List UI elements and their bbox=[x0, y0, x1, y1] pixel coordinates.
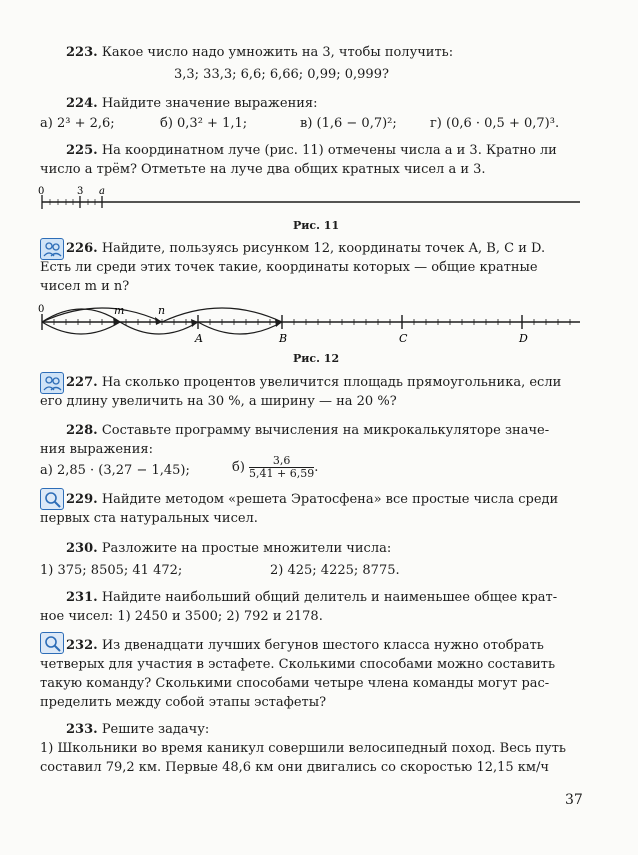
problem-226: 226. Найдите, пользуясь рисунком 12, координаты точек A, B, C и D. bbox=[66, 241, 546, 256]
search-icon bbox=[40, 632, 64, 654]
problem-226-line2: Есть ли среди этих точек такие, координаты которых — общие кратные bbox=[40, 260, 538, 275]
problem-233-line1: 1) Школьники во время каникул совершили велосипедный поход. Весь путь bbox=[40, 741, 566, 756]
problem-225: 225. На координатном луче (рис. 11) отмечены числа a и 3. Кратно ли bbox=[66, 143, 557, 158]
problem-224: 224. Найдите значение выражения: bbox=[66, 96, 318, 111]
problem-233-line2: составил 79,2 км. Первые 48,6 км они двигались со скоростью 12,15 км/ч bbox=[40, 760, 550, 775]
label-a: a bbox=[99, 186, 105, 197]
pair-work-icon bbox=[40, 372, 64, 394]
problem-228-b: б) $\frac{3,6}{5,41 + 6,59}$ . bbox=[232, 454, 319, 480]
problem-228: 228. Составьте программу вычисления на микрокалькуляторе значе- bbox=[66, 423, 550, 438]
figure-11-caption: Рис. 11 bbox=[293, 219, 340, 232]
problem-230-b: 2) 425; 4225; 8775. bbox=[270, 563, 400, 578]
problem-226-line3: чисел m и n? bbox=[40, 279, 130, 294]
problem-224-d: г) (0,6 · 0,5 + 0,7)³. bbox=[430, 116, 560, 131]
problem-225-line2: число a трём? Отметьте на луче два общих кратных чисел a и 3. bbox=[40, 162, 486, 177]
fraction: $\frac{3,6}{5,41 + 6,59}$ bbox=[249, 454, 315, 480]
problem-224-b: б) 0,3² + 1,1; bbox=[160, 116, 248, 131]
label-B: B bbox=[279, 332, 288, 345]
label-D: D bbox=[519, 332, 528, 345]
label-m: m bbox=[114, 304, 125, 317]
figure-12 bbox=[0, 300, 638, 348]
label-C: C bbox=[399, 332, 408, 345]
label-0: 0 bbox=[38, 304, 45, 315]
problem-231-line2: ное чисел: 1) 2450 и 3500; 2) 792 и 2178. bbox=[40, 609, 323, 624]
label-A: A bbox=[195, 332, 203, 345]
label-0: 0 bbox=[38, 186, 45, 197]
problem-231: 231. Найдите наибольший общий делитель и наименьшее общее крат- bbox=[66, 590, 558, 605]
problem-224-a: а) 2³ + 2,6; bbox=[40, 116, 115, 131]
problem-224-c: в) (1,6 − 0,7)²; bbox=[300, 116, 397, 131]
problem-229: 229. Найдите методом «решета Эратосфена» все простые числа среди bbox=[66, 492, 559, 507]
problem-230-a: 1) 375; 8505; 41 472; bbox=[40, 563, 183, 578]
problem-232-line3: такую команду? Сколькими способами четыре члена команды могут рас- bbox=[40, 676, 550, 691]
label-n: n bbox=[158, 304, 166, 317]
problem-227-line2: его длину увеличить на 30 %, а ширину — на 20 %? bbox=[40, 394, 397, 409]
problem-223-values: 3,3; 33,3; 6,6; 6,66; 0,99; 0,999? bbox=[174, 67, 389, 82]
figure-12-caption: Рис. 12 bbox=[293, 352, 340, 365]
problem-228-line2: ния выражения: bbox=[40, 442, 153, 457]
search-icon bbox=[40, 488, 64, 510]
figure-11 bbox=[0, 180, 638, 220]
problem-232: 232. Из двенадцати лучших бегунов шестого класса нужно отобрать bbox=[66, 638, 544, 653]
problem-232-line4: пределить между собой этапы эстафеты? bbox=[40, 695, 327, 710]
problem-229-line2: первых ста натуральных чисел. bbox=[40, 511, 258, 526]
problem-232-line2: четверых для участия в эстафете. Сколькими способами можно составить bbox=[40, 657, 556, 672]
problem-223: 223. Какое число надо умножить на 3, чтобы получить: bbox=[66, 45, 454, 60]
pair-work-icon bbox=[40, 238, 64, 260]
label-3: 3 bbox=[77, 186, 84, 197]
page-number: 37 bbox=[565, 792, 583, 808]
problem-233: 233. Решите задачу: bbox=[66, 722, 210, 737]
problem-228-a: а) 2,85 · (3,27 − 1,45); bbox=[40, 463, 190, 478]
arc-below-3 bbox=[198, 322, 282, 334]
problem-227: 227. На сколько процентов увеличится площадь прямоугольника, если bbox=[66, 375, 562, 390]
problem-230: 230. Разложите на простые множители числа: bbox=[66, 541, 392, 556]
